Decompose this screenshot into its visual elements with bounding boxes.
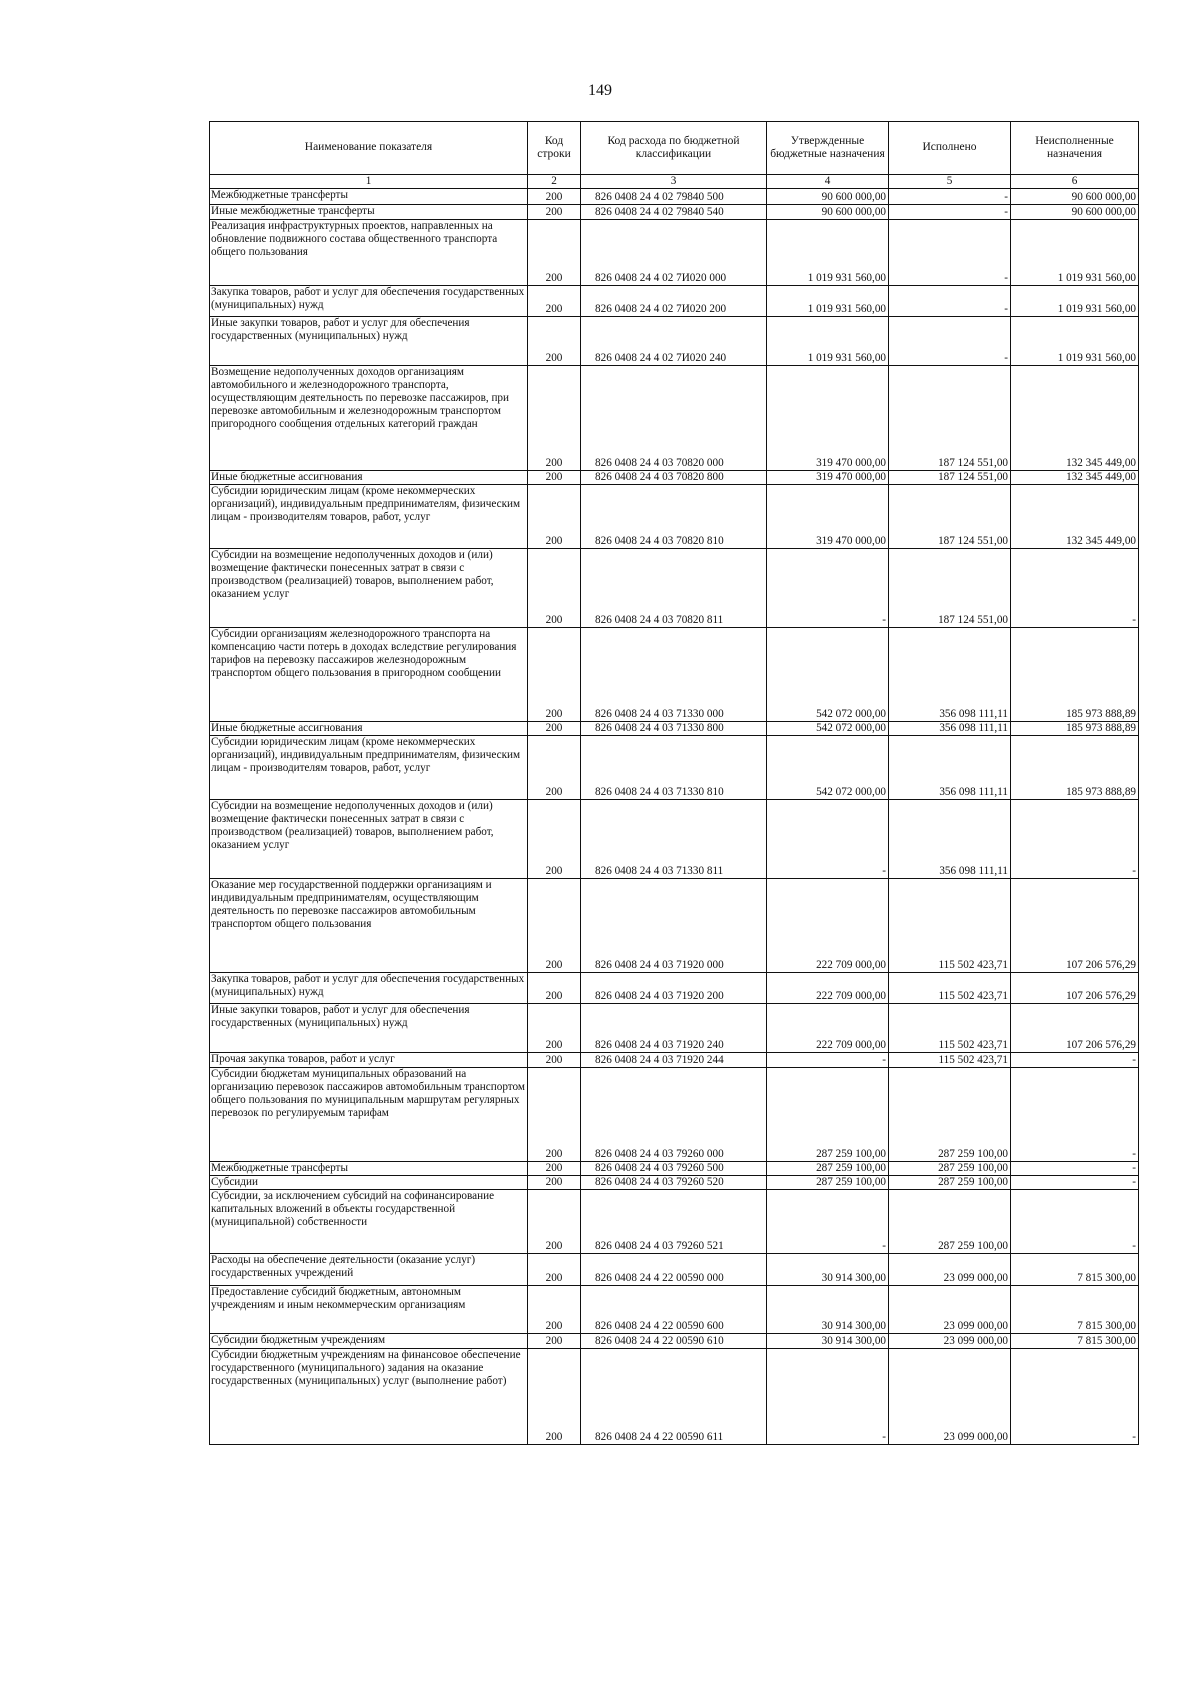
row-unexecuted: 185 973 888,89	[1011, 722, 1139, 736]
header-line-code: Код строки	[528, 122, 581, 175]
table-row	[210, 286, 1139, 317]
row-executed: -	[889, 205, 1011, 220]
row-name: Иные закупки товаров, работ и услуг для обеспечения государственных (муниципальных) нужд	[210, 317, 528, 366]
row-expense-code: 826 0408 24 4 03 71330 811	[581, 800, 767, 879]
row-expense-code: 826 0408 24 4 22 00590 000	[581, 1254, 767, 1286]
row-unexecuted: 7 815 300,00	[1011, 1286, 1139, 1334]
row-name: Реализация инфраструктурных проектов, направленных на обновление подвижного состава общественного транспорта общего пользования	[210, 220, 528, 286]
row-executed: 187 124 551,00	[889, 471, 1011, 485]
row-name: Субсидии бюджетным учреждениям	[210, 1334, 528, 1349]
column-number: 5	[889, 175, 1011, 189]
table-row	[210, 1190, 1139, 1254]
row-expense-code: 826 0408 24 4 22 00590 611	[581, 1349, 767, 1445]
row-line-code: 200	[528, 1176, 581, 1190]
table-row	[210, 628, 1139, 722]
row-approved: 319 470 000,00	[767, 366, 889, 471]
row-executed: 356 098 111,11	[889, 736, 1011, 800]
row-unexecuted: 7 815 300,00	[1011, 1254, 1139, 1286]
row-name: Оказание мер государственной поддержки организациям и индивидуальным предпринимателям, осуществляющим деятельность по перевозке пассажиров автомобильным транспортом общего пользования	[210, 879, 528, 973]
row-unexecuted: -	[1011, 1349, 1139, 1445]
row-unexecuted: 1 019 931 560,00	[1011, 317, 1139, 366]
row-executed: 115 502 423,71	[889, 879, 1011, 973]
row-expense-code: 826 0408 24 4 03 71330 810	[581, 736, 767, 800]
table-row	[210, 1004, 1139, 1053]
row-name: Иные бюджетные ассигнования	[210, 471, 528, 485]
table-row	[210, 549, 1139, 628]
row-executed: 23 099 000,00	[889, 1286, 1011, 1334]
row-approved: 1 019 931 560,00	[767, 220, 889, 286]
row-executed: 187 124 551,00	[889, 549, 1011, 628]
row-approved: -	[767, 549, 889, 628]
row-unexecuted: 90 600 000,00	[1011, 205, 1139, 220]
table-row	[210, 205, 1139, 220]
row-line-code: 200	[528, 471, 581, 485]
column-numbers-row	[210, 175, 1139, 189]
table-row	[210, 189, 1139, 205]
row-executed: 287 259 100,00	[889, 1162, 1011, 1176]
row-executed: -	[889, 286, 1011, 317]
row-name: Субсидии	[210, 1176, 528, 1190]
row-line-code: 200	[528, 366, 581, 471]
table-row	[210, 1162, 1139, 1176]
header-approved: Утвержденные бюджетные назначения	[767, 122, 889, 175]
table-row	[210, 1254, 1139, 1286]
row-approved: 287 259 100,00	[767, 1162, 889, 1176]
table-row	[210, 1176, 1139, 1190]
row-unexecuted: 185 973 888,89	[1011, 736, 1139, 800]
row-executed: -	[889, 189, 1011, 205]
row-line-code: 200	[528, 549, 581, 628]
budget-execution-table	[209, 121, 1139, 1445]
row-executed: -	[889, 317, 1011, 366]
table-row	[210, 366, 1139, 471]
row-approved: -	[767, 800, 889, 879]
row-line-code: 200	[528, 189, 581, 205]
row-line-code: 200	[528, 317, 581, 366]
row-unexecuted: 107 206 576,29	[1011, 1004, 1139, 1053]
row-executed: 23 099 000,00	[889, 1334, 1011, 1349]
row-expense-code: 826 0408 24 4 03 70820 811	[581, 549, 767, 628]
row-expense-code: 826 0408 24 4 03 70820 000	[581, 366, 767, 471]
row-executed: 23 099 000,00	[889, 1254, 1011, 1286]
header-executed: Исполнено	[889, 122, 1011, 175]
row-approved: 30 914 300,00	[767, 1334, 889, 1349]
row-unexecuted: -	[1011, 1176, 1139, 1190]
row-line-code: 200	[528, 205, 581, 220]
column-number: 1	[210, 175, 528, 189]
row-name: Закупка товаров, работ и услуг для обеспечения государственных (муниципальных) нужд	[210, 286, 528, 317]
row-executed: 115 502 423,71	[889, 1053, 1011, 1068]
row-executed: 23 099 000,00	[889, 1349, 1011, 1445]
row-expense-code: 826 0408 24 4 03 71330 800	[581, 722, 767, 736]
row-name: Предоставление субсидий бюджетным, автономным учреждениям и иным некоммерческим организациям	[210, 1286, 528, 1334]
row-line-code: 200	[528, 1053, 581, 1068]
table-row	[210, 1349, 1139, 1445]
table-row	[210, 471, 1139, 485]
row-line-code: 200	[528, 1190, 581, 1254]
row-approved: 287 259 100,00	[767, 1176, 889, 1190]
row-expense-code: 826 0408 24 4 03 79260 521	[581, 1190, 767, 1254]
row-executed: 287 259 100,00	[889, 1068, 1011, 1162]
table-row	[210, 317, 1139, 366]
row-unexecuted: 1 019 931 560,00	[1011, 286, 1139, 317]
row-name: Субсидии бюджетным учреждениям на финансовое обеспечение государственного (муниципального) задания на оказание государственных (муниципальных) услуг (выполнение работ)	[210, 1349, 528, 1445]
row-unexecuted: 7 815 300,00	[1011, 1334, 1139, 1349]
row-expense-code: 826 0408 24 4 22 00590 610	[581, 1334, 767, 1349]
row-expense-code: 826 0408 24 4 03 71920 200	[581, 973, 767, 1004]
row-unexecuted: 132 345 449,00	[1011, 485, 1139, 549]
row-name: Субсидии на возмещение недополученных доходов и (или) возмещение фактически понесенных затрат в связи с производством (реализацией) товаров, выполнением работ, оказанием услуг	[210, 549, 528, 628]
table-row	[210, 1068, 1139, 1162]
row-approved: 30 914 300,00	[767, 1286, 889, 1334]
row-expense-code: 826 0408 24 4 03 79260 520	[581, 1176, 767, 1190]
row-executed: 115 502 423,71	[889, 1004, 1011, 1053]
row-line-code: 200	[528, 628, 581, 722]
row-approved: 319 470 000,00	[767, 471, 889, 485]
row-line-code: 200	[528, 1004, 581, 1053]
table-header-row	[210, 122, 1139, 175]
row-unexecuted: -	[1011, 1053, 1139, 1068]
row-executed: 287 259 100,00	[889, 1176, 1011, 1190]
row-expense-code: 826 0408 24 4 03 71920 240	[581, 1004, 767, 1053]
row-approved: 90 600 000,00	[767, 205, 889, 220]
row-approved: -	[767, 1349, 889, 1445]
column-number: 6	[1011, 175, 1139, 189]
row-expense-code: 826 0408 24 4 03 71920 244	[581, 1053, 767, 1068]
row-name: Возмещение недополученных доходов организациям автомобильного и железнодорожного транспорта, осуществляющим деятельность по перевозке пассажиров, при перевозке автомобильным и железнодорожным транспортом пригородного сообщения отдельных категорий граждан	[210, 366, 528, 471]
row-executed: 115 502 423,71	[889, 973, 1011, 1004]
row-approved: 90 600 000,00	[767, 189, 889, 205]
table-row	[210, 485, 1139, 549]
row-unexecuted: -	[1011, 549, 1139, 628]
row-name: Субсидии юридическим лицам (кроме некоммерческих организаций), индивидуальным предпринимателям, физическим лицам - производителям товаров, работ, услуг	[210, 485, 528, 549]
row-name: Иные закупки товаров, работ и услуг для обеспечения государственных (муниципальных) нужд	[210, 1004, 528, 1053]
row-approved: 319 470 000,00	[767, 485, 889, 549]
row-approved: 542 072 000,00	[767, 628, 889, 722]
row-line-code: 200	[528, 800, 581, 879]
row-unexecuted: 90 600 000,00	[1011, 189, 1139, 205]
row-name: Межбюджетные трансферты	[210, 189, 528, 205]
row-executed: 356 098 111,11	[889, 722, 1011, 736]
row-unexecuted: 132 345 449,00	[1011, 366, 1139, 471]
row-name: Субсидии на возмещение недополученных доходов и (или) возмещение фактически понесенных затрат в связи с производством (реализацией) товаров, выполнением работ, оказанием услуг	[210, 800, 528, 879]
row-name: Субсидии, за исключением субсидий на софинансирование капитальных вложений в объекты государственной (муниципальной) собственности	[210, 1190, 528, 1254]
row-expense-code: 826 0408 24 4 03 70820 810	[581, 485, 767, 549]
header-expense-code: Код расхода по бюджетной классификации	[581, 122, 767, 175]
table-row	[210, 973, 1139, 1004]
header-indicator-name: Наименование показателя	[210, 122, 528, 175]
row-executed: 187 124 551,00	[889, 485, 1011, 549]
row-line-code: 200	[528, 973, 581, 1004]
row-line-code: 200	[528, 722, 581, 736]
row-line-code: 200	[528, 220, 581, 286]
table-row	[210, 800, 1139, 879]
row-approved: 542 072 000,00	[767, 722, 889, 736]
row-unexecuted: 107 206 576,29	[1011, 879, 1139, 973]
row-expense-code: 826 0408 24 4 03 71330 000	[581, 628, 767, 722]
row-name: Межбюджетные трансферты	[210, 1162, 528, 1176]
row-expense-code: 826 0408 24 4 03 70820 800	[581, 471, 767, 485]
row-expense-code: 826 0408 24 4 02 79840 540	[581, 205, 767, 220]
row-approved: 222 709 000,00	[767, 973, 889, 1004]
row-line-code: 200	[528, 485, 581, 549]
row-line-code: 200	[528, 1254, 581, 1286]
row-line-code: 200	[528, 286, 581, 317]
row-name: Субсидии организациям железнодорожного транспорта на компенсацию части потерь в доходах вследствие регулирования тарифов на перевозку пассажиров железнодорожным транспортом общего пользования в пригородном сообщении	[210, 628, 528, 722]
row-expense-code: 826 0408 24 4 03 71920 000	[581, 879, 767, 973]
row-executed: 187 124 551,00	[889, 366, 1011, 471]
row-name: Прочая закупка товаров, работ и услуг	[210, 1053, 528, 1068]
table-row	[210, 1053, 1139, 1068]
row-approved: -	[767, 1190, 889, 1254]
row-name: Субсидии бюджетам муниципальных образований на организацию перевозок пассажиров автомобильным транспортом общего пользования по муниципальным маршрутам регулярных перевозок по регулируемым тарифам	[210, 1068, 528, 1162]
row-line-code: 200	[528, 1286, 581, 1334]
row-approved: 1 019 931 560,00	[767, 286, 889, 317]
table-row	[210, 736, 1139, 800]
row-expense-code: 826 0408 24 4 02 79840 500	[581, 189, 767, 205]
page-number: 149	[588, 82, 612, 99]
row-line-code: 200	[528, 1162, 581, 1176]
column-number: 4	[767, 175, 889, 189]
row-line-code: 200	[528, 1349, 581, 1445]
row-name: Иные бюджетные ассигнования	[210, 722, 528, 736]
row-executed: 356 098 111,11	[889, 628, 1011, 722]
row-unexecuted: 185 973 888,89	[1011, 628, 1139, 722]
row-expense-code: 826 0408 24 4 02 7И020 200	[581, 286, 767, 317]
row-approved: 30 914 300,00	[767, 1254, 889, 1286]
row-expense-code: 826 0408 24 4 03 79260 500	[581, 1162, 767, 1176]
column-number: 3	[581, 175, 767, 189]
table-row	[210, 1286, 1139, 1334]
row-name: Расходы на обеспечение деятельности (оказание услуг) государственных учреждений	[210, 1254, 528, 1286]
row-approved: 542 072 000,00	[767, 736, 889, 800]
row-name: Закупка товаров, работ и услуг для обеспечения государственных (муниципальных) нужд	[210, 973, 528, 1004]
row-unexecuted: -	[1011, 800, 1139, 879]
header-unexecuted: Неисполненные назначения	[1011, 122, 1139, 175]
row-approved: 222 709 000,00	[767, 879, 889, 973]
row-unexecuted: 1 019 931 560,00	[1011, 220, 1139, 286]
row-approved: -	[767, 1053, 889, 1068]
row-unexecuted: 132 345 449,00	[1011, 471, 1139, 485]
row-approved: 1 019 931 560,00	[767, 317, 889, 366]
row-expense-code: 826 0408 24 4 02 7И020 240	[581, 317, 767, 366]
row-name: Субсидии юридическим лицам (кроме некоммерческих организаций), индивидуальным предпринимателям, физическим лицам - производителям товаров, работ, услуг	[210, 736, 528, 800]
row-approved: 287 259 100,00	[767, 1068, 889, 1162]
row-line-code: 200	[528, 1334, 581, 1349]
table-row	[210, 879, 1139, 973]
row-approved: 222 709 000,00	[767, 1004, 889, 1053]
row-executed: 287 259 100,00	[889, 1190, 1011, 1254]
row-line-code: 200	[528, 879, 581, 973]
row-expense-code: 826 0408 24 4 02 7И020 000	[581, 220, 767, 286]
row-expense-code: 826 0408 24 4 03 79260 000	[581, 1068, 767, 1162]
row-unexecuted: -	[1011, 1162, 1139, 1176]
table-row	[210, 722, 1139, 736]
row-executed: 356 098 111,11	[889, 800, 1011, 879]
row-expense-code: 826 0408 24 4 22 00590 600	[581, 1286, 767, 1334]
row-executed: -	[889, 220, 1011, 286]
table-row	[210, 1334, 1139, 1349]
row-unexecuted: 107 206 576,29	[1011, 973, 1139, 1004]
column-number: 2	[528, 175, 581, 189]
table-row	[210, 220, 1139, 286]
row-name: Иные межбюджетные трансферты	[210, 205, 528, 220]
row-unexecuted: -	[1011, 1068, 1139, 1162]
row-line-code: 200	[528, 736, 581, 800]
row-unexecuted: -	[1011, 1190, 1139, 1254]
row-line-code: 200	[528, 1068, 581, 1162]
